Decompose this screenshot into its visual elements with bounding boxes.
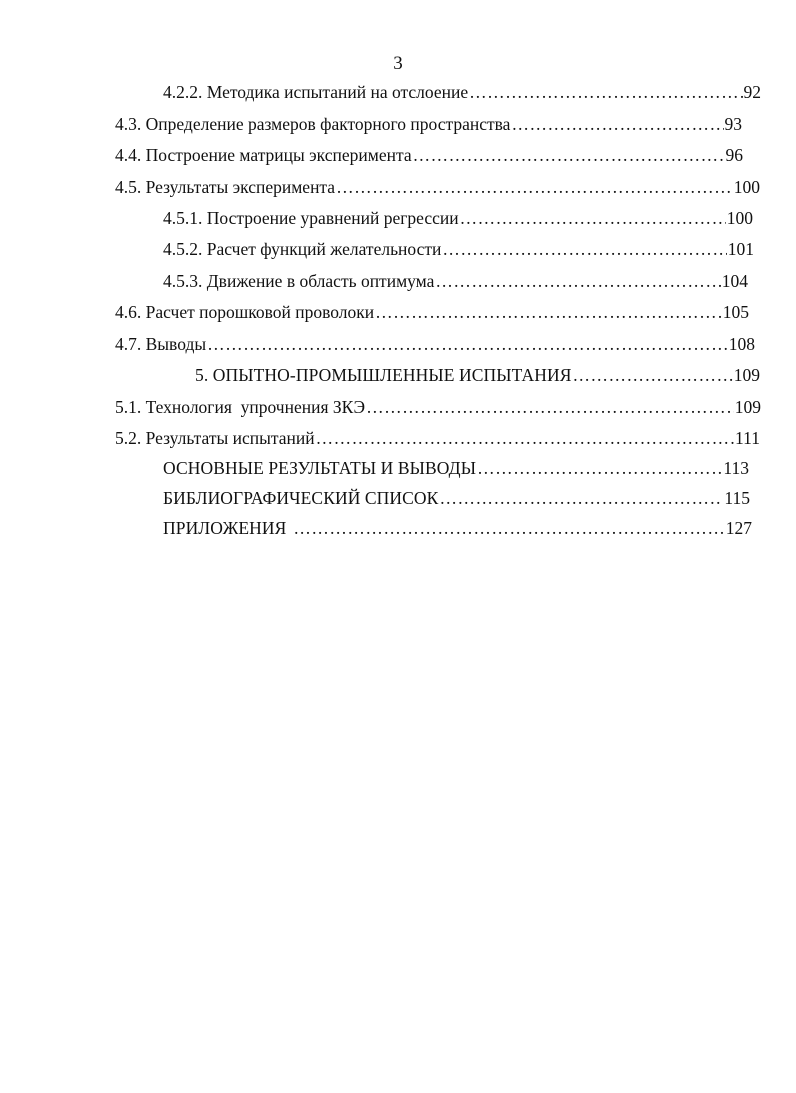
toc-entry-title: 4.2.2. Методика испытаний на отслоение	[163, 82, 469, 102]
toc-entry-title: 4.5.1. Построение уравнений регрессии	[163, 208, 459, 228]
toc-entry-title: ПРИЛОЖЕНИЯ	[163, 518, 287, 538]
toc-entry-4-5	[115, 175, 760, 199]
toc-entry-4-5-2	[163, 237, 754, 261]
toc-leader-dots	[366, 395, 734, 419]
toc-leader-dots	[375, 300, 722, 324]
toc-entry-page: 127	[725, 518, 752, 538]
toc-entry-title: 4.7. Выводы	[115, 334, 207, 354]
toc-entry-4-5-1	[163, 206, 753, 230]
toc-leader-dots	[435, 269, 720, 293]
toc-entry-page: 109	[734, 397, 761, 417]
toc-entry-appendices	[163, 516, 752, 540]
toc-entry-4-7	[115, 332, 755, 356]
toc-entry-title: 4.3. Определение размеров факторного пространства	[115, 114, 511, 134]
toc-leader-dots	[293, 516, 724, 540]
toc-entry-title: ОСНОВНЫЕ РЕЗУЛЬТАТЫ И ВЫВОДЫ	[163, 458, 477, 478]
toc-entry-title: 4.5.3. Движение в область оптимума	[163, 271, 435, 291]
toc-leader-dots	[316, 426, 734, 450]
toc-entry-4-6	[115, 300, 749, 324]
toc-leader-dots	[413, 143, 725, 167]
toc-entry-page: 115	[724, 488, 750, 508]
toc-leader-dots	[207, 332, 728, 356]
toc-entry-page: 111	[735, 428, 760, 448]
toc-leader-dots	[477, 456, 722, 480]
toc-entry-page: 96	[725, 145, 743, 165]
toc-leader-dots	[442, 237, 726, 261]
toc-entry-page: 93	[724, 114, 742, 134]
toc-entry-page: 100	[726, 208, 753, 228]
toc-entry-page: 104	[721, 271, 748, 291]
toc-entry-4-4	[115, 143, 743, 167]
toc-entry-4-5-3	[163, 269, 748, 293]
toc-entry-page: 101	[727, 239, 754, 259]
toc-entry-4-3	[115, 112, 742, 136]
toc-entry-page: 105	[722, 302, 749, 322]
toc-leader-dots	[460, 206, 726, 230]
toc-entry-title: 4.5.2. Расчет функций желательности	[163, 239, 442, 259]
toc-entry-page: 100	[733, 177, 760, 197]
toc-entry-4-2-2	[163, 80, 761, 104]
toc-leader-dots	[336, 175, 733, 199]
toc-entry-page: 108	[728, 334, 755, 354]
toc-entry-title: 4.5. Результаты эксперимента	[115, 177, 336, 197]
toc-entry-main-results	[163, 456, 749, 480]
toc-entry-title: 5.1. Технология упрочнения ЗКЭ	[115, 397, 366, 417]
toc-entry-5-2	[115, 426, 760, 450]
toc-entry-page: 92	[743, 82, 761, 102]
toc-leader-dots	[511, 112, 723, 136]
toc-entry-title: 5. ОПЫТНО-ПРОМЫШЛЕННЫЕ ИСПЫТАНИЯ	[195, 365, 572, 385]
toc-leader-dots	[439, 486, 723, 510]
toc-entry-page: 109	[733, 365, 760, 385]
toc-entry-bibliography	[163, 486, 750, 510]
toc-entry-title: 5.2. Результаты испытаний	[115, 428, 315, 448]
toc-leader-dots	[469, 80, 742, 104]
toc-entry-title: БИБЛИОГРАФИЧЕСКИЙ СПИСОК	[163, 488, 439, 508]
toc-leader-dots	[573, 363, 733, 387]
toc-entry-title: 4.4. Построение матрицы эксперимента	[115, 145, 412, 165]
toc-entry-5	[163, 363, 760, 387]
toc-entry-5-1	[115, 395, 761, 419]
toc-entry-title: 4.6. Расчет порошковой проволоки	[115, 302, 375, 322]
page-number: 3	[393, 53, 403, 74]
toc-entry-page: 113	[723, 458, 749, 478]
